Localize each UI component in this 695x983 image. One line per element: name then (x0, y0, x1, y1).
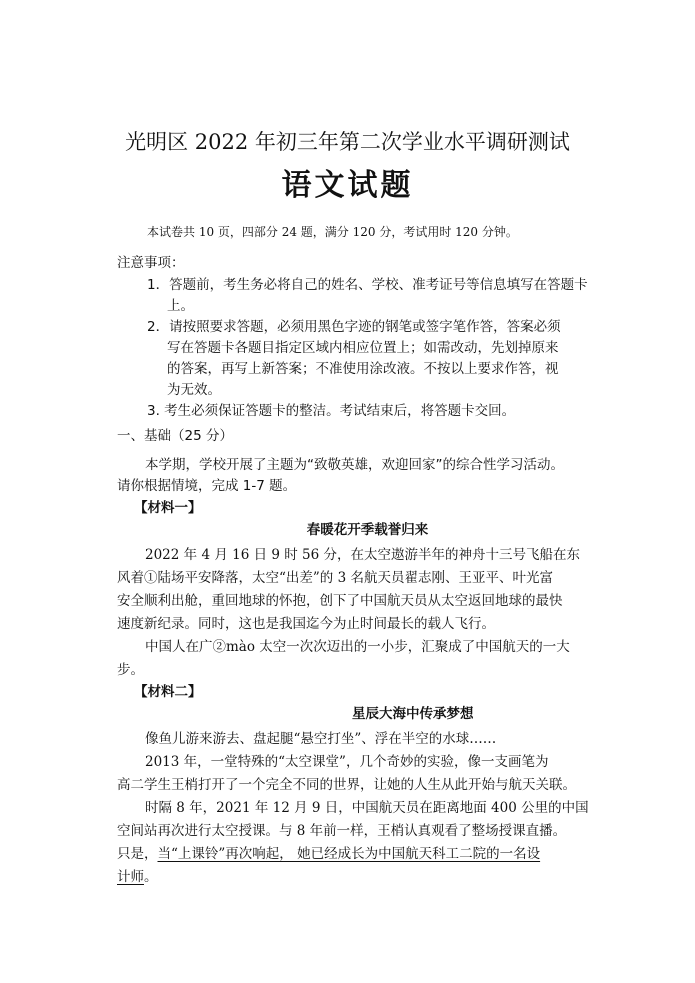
material-1-para-1-line-3: 安全顺利出舱，重回地球的怀抱，创下了中国航天员从太空返回地球的最快 (117, 593, 563, 609)
subject-title: 语文试题 (281, 168, 414, 203)
material-2-label: 【材料二】 (134, 684, 202, 700)
para-3-prefix: 只是， (117, 846, 158, 862)
material-1-para-2-line-2: 步。 (117, 662, 144, 678)
material-1-title: 春暖花开季载誉归来 (306, 522, 429, 538)
material-1-para-2-line-1: 中国人在广②mào 太空一次次迈出的一小步，汇聚成了中国航天的一大 (145, 639, 570, 655)
para-3-end: 。 (144, 869, 158, 885)
material-2-para-2-line-2: 高二学生王梢打开了一个完全不同的世界，让她的人生从此开始与航天关联。 (117, 777, 576, 793)
material-1-para-1-line-1: 2022 年 4 月 16 日 9 时 56 分，在太空遨游半年的神舟十三号飞船在东 (145, 547, 581, 563)
notes-heading: 注意事项： (117, 255, 185, 271)
underlined-sentence-part-1: 当“上课铃”再次响起， 她已经成长为中国航天科工二院的一名设 (157, 846, 541, 862)
note-1-line-1: 1．答题前，考生务必将自己的姓名、学校、准考证号等信息填写在答题卡 (147, 277, 588, 293)
material-1-para-1-line-4: 速度新纪录。同时，这也是我国迄今为止时间最长的载人飞行。 (117, 616, 495, 632)
note-3: 3. 考生必须保证答题卡的整洁。考试结束后，将答题卡交回。 (147, 403, 516, 419)
note-2-line-2: 写在答题卡各题目指定区域内相应位置上；如需改动，先划掉原来 (167, 340, 559, 356)
section-1-heading: 一、基础（25 分） (117, 428, 233, 444)
exam-title: 光明区 2022 年初三年第二次学业水平调研测试 (125, 130, 570, 154)
material-2-para-3-line-2: 空间站再次进行太空授课。与 8 年前一样，王梢认真观看了整场授课直播。 (117, 823, 567, 839)
material-2-para-3-line-1: 时隔 8 年，2021 年 12 月 9 日，中国航天员在距离地面 400 公里的中国 (145, 800, 589, 816)
material-2-para-1: 像鱼儿游来游去、盘起腿“悬空打坐”、浮在半空的水球…… (145, 731, 497, 747)
exam-info: 本试卷共 10 页，四部分 24 题，满分 120 分，考试用时 120 分钟。 (147, 225, 518, 239)
underlined-sentence-part-2: 计师 (117, 869, 144, 885)
section-1-intro-line-1: 本学期，学校开展了主题为“致敬英雄，欢迎回家”的综合性学习活动。 (145, 457, 564, 473)
note-2-line-3: 的答案，再写上新答案；不准使用涂改液。不按以上要求作答，视 (167, 361, 559, 377)
material-2-para-3-line-4 (117, 865, 158, 885)
material-2-para-3-line-3 (117, 842, 540, 862)
note-2-line-4: 为无效。 (167, 382, 221, 398)
material-1-para-1-line-2: 风着①陆场平安降落，太空“出差”的 3 名航天员翟志刚、王亚平、叶光富 (117, 570, 553, 586)
material-1-label: 【材料一】 (134, 500, 202, 516)
section-1-intro-line-2: 请你根据情境，完成 1-7 题。 (117, 478, 297, 494)
material-2-title: 星辰大海中传承梦想 (352, 706, 474, 722)
note-1-line-2: 上。 (167, 298, 194, 314)
material-2-para-2-line-1: 2013 年，一堂特殊的“太空课堂”，几个奇妙的实验，像一支画笔为 (145, 754, 549, 770)
note-2-line-1: 2．请按照要求答题，必须用黑色字迹的钢笔或签字笔作答，答案必须 (147, 319, 561, 335)
